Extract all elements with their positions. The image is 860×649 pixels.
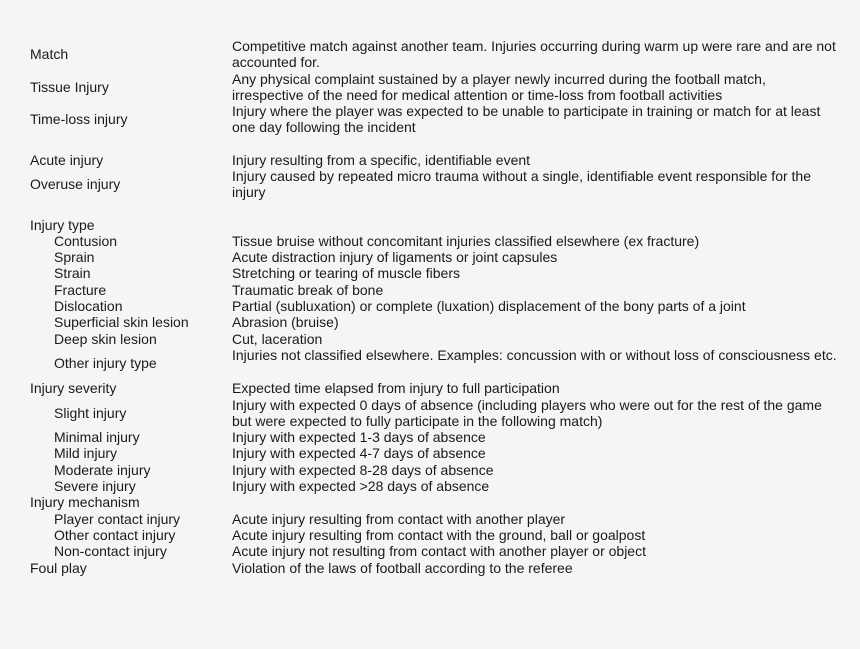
description-dislocation: Partial (subluxation) or complete (luxation) displacement of the bony parts of a joint (232, 298, 746, 314)
description-injury-severity: Expected time elapsed from injury to full participation (232, 380, 560, 396)
term-mild-injury: Mild injury (54, 445, 118, 461)
term-superficial-skin-lesion: Superficial skin lesion (54, 314, 189, 330)
term-other-contact-injury: Other contact injury (54, 527, 176, 543)
term-non-contact-injury: Non-contact injury (54, 543, 167, 559)
term-overuse-injury: Overuse injury (30, 176, 121, 192)
description-superficial-skin-lesion: Abrasion (bruise) (232, 314, 339, 330)
term-injury-type: Injury type (30, 217, 95, 233)
description-sprain: Acute distraction injury of ligaments or joint capsules (232, 249, 558, 265)
description-fracture: Traumatic break of bone (232, 282, 384, 298)
term-acute-injury: Acute injury (30, 152, 104, 168)
term-severe-injury: Severe injury (54, 478, 136, 494)
term-moderate-injury: Moderate injury (54, 462, 151, 478)
description-mild-injury: Injury with expected 4-7 days of absence (232, 445, 486, 461)
description-time-loss-injury: Injury where the player was expected to be unable to participate in training or match for at least one day following the incident (232, 103, 821, 135)
description-other-contact-injury: Acute injury resulting from contact with the ground, ball or goalpost (232, 527, 646, 543)
term-foul-play: Foul play (30, 560, 87, 576)
term-injury-mechanism: Injury mechanism (30, 494, 140, 510)
description-strain: Stretching or tearing of muscle fibers (232, 265, 460, 281)
description-moderate-injury: Injury with expected 8-28 days of absence (232, 462, 494, 478)
description-match: Competitive match against another team. Injuries occurring during warm up were rare and are not accounted for. (232, 38, 836, 70)
term-time-loss-injury: Time-loss injury (30, 111, 128, 127)
term-slight-injury: Slight injury (54, 405, 127, 421)
description-overuse-injury: Injury caused by repeated micro trauma without a single, identifiable event responsible for the injury (232, 168, 811, 200)
term-player-contact-injury: Player contact injury (54, 511, 181, 527)
description-severe-injury: Injury with expected >28 days of absence (232, 478, 490, 494)
description-tissue-injury: Any physical complaint sustained by a player newly incurred during the football match, irrespective of the need for medical attention or time-loss from football activities (232, 71, 766, 103)
description-foul-play: Violation of the laws of football according to the referee (232, 560, 573, 576)
term-tissue-injury: Tissue Injury (30, 79, 109, 95)
term-fracture: Fracture (54, 282, 107, 298)
description-slight-injury: Injury with expected 0 days of absence (including players who were out for the rest of the game but were expected to fully participate in the following match) (232, 397, 822, 429)
description-minimal-injury: Injury with expected 1-3 days of absence (232, 429, 486, 445)
term-strain: Strain (54, 265, 91, 281)
term-deep-skin-lesion: Deep skin lesion (54, 331, 157, 347)
term-contusion: Contusion (54, 233, 118, 249)
description-deep-skin-lesion: Cut, laceration (232, 331, 323, 347)
term-injury-severity: Injury severity (30, 380, 117, 396)
term-dislocation: Dislocation (54, 298, 123, 314)
description-player-contact-injury: Acute injury resulting from contact with another player (232, 511, 566, 527)
description-contusion: Tissue bruise without concomitant injuries classified elsewhere (ex fracture) (232, 233, 700, 249)
description-non-contact-injury: Acute injury not resulting from contact with another player or object (232, 543, 646, 559)
term-other-injury-type: Other injury type (54, 355, 157, 371)
term-sprain: Sprain (54, 249, 95, 265)
term-match: Match (30, 46, 69, 62)
term-minimal-injury: Minimal injury (54, 429, 140, 445)
description-acute-injury: Injury resulting from a specific, identifiable event (232, 152, 531, 168)
description-other-injury-type: Injuries not classified elsewhere. Examples: concussion with or without loss of consciousness etc. (232, 347, 837, 363)
